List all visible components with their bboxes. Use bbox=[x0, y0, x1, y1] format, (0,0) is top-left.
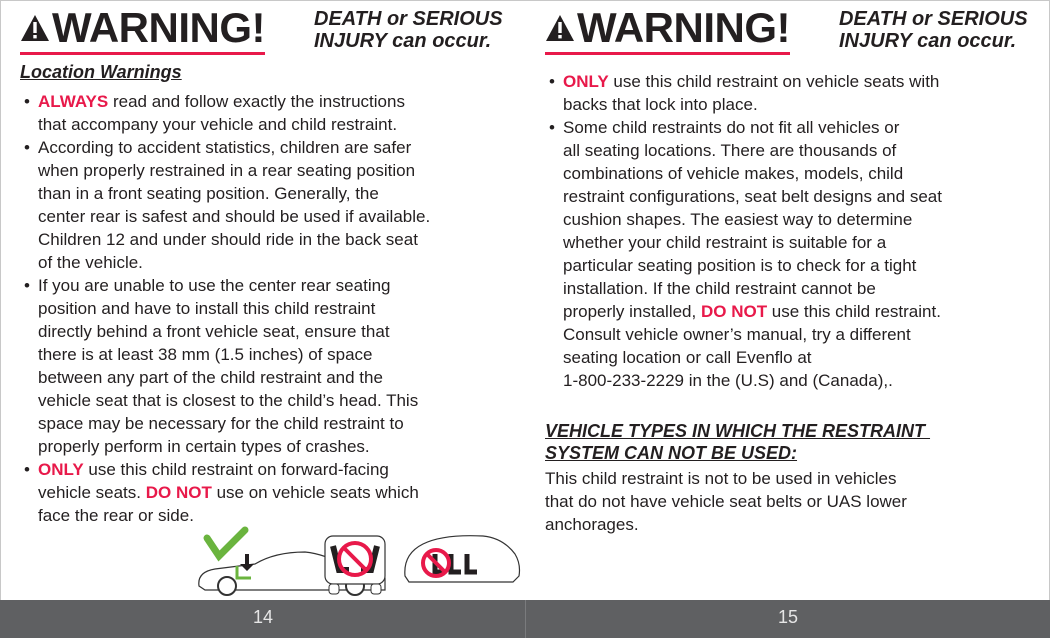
footer-bar bbox=[0, 600, 1050, 638]
emphasis-text: DO NOT bbox=[145, 483, 212, 502]
warning-header-left bbox=[20, 6, 520, 56]
bullet-text: If you are unable to use the center rear seating position and have to install this child restraint directly behind a front vehicle seat, ensure that there is at least 38 mm (1.5 inches) of space between any part of the child restraint and the vehicle seat that is closest to the child’s head. This space may be necessary for the child restraint to properly perform in certain types of crashes. bbox=[38, 276, 419, 456]
bullet-item bbox=[20, 274, 515, 458]
emphasis-text: ONLY bbox=[38, 460, 84, 479]
vehicle-illustrations bbox=[195, 524, 525, 598]
vehicle-types-title: VEHICLE TYPES IN WHICH THE RESTRAINT SYSTEM CAN NOT BE USED: bbox=[545, 421, 926, 463]
emphasis-text: ONLY bbox=[563, 72, 609, 91]
emphasis-text: DO NOT bbox=[700, 302, 768, 321]
bullet-item bbox=[20, 458, 515, 527]
warning-header-right bbox=[545, 6, 1045, 56]
page-number-right: 15 bbox=[778, 607, 799, 627]
emphasis-text: ALWAYS bbox=[38, 92, 109, 111]
bullet-text: use this child restraint on vehicle seats with backs that lock into place. bbox=[563, 72, 940, 114]
warning-title: WARNING! bbox=[545, 6, 790, 55]
bullet-item bbox=[20, 136, 515, 274]
bullet-text: use this child restraint on forward-facing vehicle seats. bbox=[38, 460, 389, 502]
bullet-text: Some child restraints do not fit all vehicles or all seating locations. There are thousands of combinations of vehicle makes, models, child restraint configurations, seat belt designs and seat cushion shapes. The easiest way to determine whether your child restraint is suitable for a particular seating position is to check for a tight installation. If the child restraint cannot be properly installed, bbox=[563, 118, 942, 321]
warning-subtext: DEATH or SERIOUS INJURY can occur. bbox=[839, 8, 1028, 52]
warning-title: WARNING! bbox=[20, 6, 265, 55]
right-bullet-list bbox=[545, 70, 1045, 392]
bullet-text: According to accident statistics, children are safer when properly restrained in a rear seating position than in a front seating position. Generally, the center rear is safest and should be used if available. Children 12 and under should ride in the back seat of the vehicle. bbox=[38, 138, 431, 272]
bullet-text: use on vehicle seats which face the rear or side. bbox=[38, 483, 419, 525]
section-title: Location Warnings bbox=[20, 62, 182, 82]
vehicle-types-text: This child restraint is not to be used in vehicles that do not have vehicle seat belts or UAS lower anchorages. bbox=[545, 469, 907, 534]
warning-subtext: DEATH or SERIOUS INJURY can occur. bbox=[314, 8, 503, 52]
bullet-item bbox=[20, 90, 515, 136]
left-bullet-list bbox=[20, 90, 515, 527]
bullet-text: read and follow exactly the instructions that accompany your vehicle and child restraint. bbox=[38, 92, 405, 134]
page-number-left: 14 bbox=[253, 607, 274, 627]
bullet-item bbox=[545, 70, 1045, 116]
page-divider bbox=[525, 600, 526, 638]
bullet-item bbox=[545, 116, 1045, 392]
bullet-text: use this child restraint. Consult vehicle owner’s manual, try a different seating location or call Evenflo at 1-800-233-2229 in the (U.S) and (Canada),. bbox=[563, 302, 941, 390]
minivan-side-prohibited-icon bbox=[405, 536, 520, 582]
